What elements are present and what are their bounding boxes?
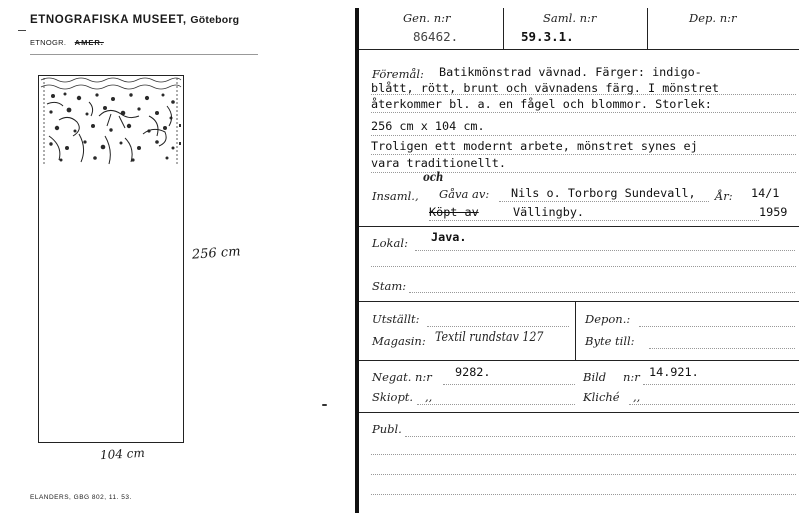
depon-label: Depon.: — [585, 312, 631, 326]
margin-tick — [18, 30, 26, 31]
negat-label: Negat. n:r — [372, 370, 432, 384]
dotted-rule — [643, 384, 795, 385]
lokal-label: Lokal: — [372, 236, 408, 250]
kliche-value: ,, — [633, 390, 641, 404]
och-handwritten: och — [423, 170, 444, 184]
dotted-rule — [371, 266, 796, 267]
kliche-label: Kliché — [583, 390, 620, 404]
utstallt-label: Utställt: — [372, 312, 420, 326]
dotted-rule — [415, 250, 795, 251]
textile-sketch — [38, 75, 184, 443]
negat-value: 9282. — [455, 365, 491, 379]
saml-number-value: 59.3.1. — [521, 29, 574, 44]
description-line: återkommer bl. a. en fågel och blommor. Storlek: — [371, 97, 712, 111]
stray-mark — [322, 404, 327, 406]
museum-info-panel — [0, 0, 352, 518]
dotted-rule — [371, 474, 796, 475]
donor-place: Vällingby. — [513, 205, 585, 219]
struck-word: Köpt av — [429, 205, 479, 219]
donor-name: Nils o. Torborg Sundevall, — [511, 186, 696, 200]
gava-label: Gåva av: — [439, 187, 490, 201]
dotted-rule — [371, 494, 796, 495]
dotted-rule — [649, 348, 795, 349]
section-rule — [359, 360, 799, 361]
dotted-rule — [371, 454, 796, 455]
museum-city: Göteborg — [190, 14, 240, 26]
section-rule — [359, 226, 799, 227]
dep-number-label: Dep. n:r — [689, 11, 737, 25]
description-line: Batikmönstrad vävnad. Färger: indigo- — [439, 65, 702, 79]
magasin-label: Magasin: — [372, 334, 426, 348]
dotted-rule — [443, 384, 575, 385]
dotted-rule — [409, 292, 795, 293]
dotted-rule — [371, 154, 796, 155]
dotted-rule — [417, 404, 575, 405]
dotted-rule — [405, 436, 795, 437]
ar-label: År: — [715, 189, 733, 203]
header-rule — [30, 54, 258, 55]
ar-value: 14/1 — [751, 186, 780, 200]
card-header — [359, 8, 799, 50]
department-struck: AMER. — [74, 38, 104, 47]
saml-number-label: Saml. n:r — [543, 11, 597, 25]
description-line: 256 cm x 104 cm. — [371, 119, 485, 133]
column-divider — [575, 302, 576, 360]
dotted-rule — [427, 326, 569, 327]
magasin-value: Textil rundstav 127 — [435, 330, 544, 345]
printer-imprint: ELANDERS, GBG 802, 11. 53. — [30, 494, 132, 501]
department-label: ETNOGR. — [30, 38, 67, 47]
lokal-value: Java. — [431, 230, 467, 244]
catalog-card — [355, 8, 795, 513]
textile-pattern-drawing — [39, 76, 182, 441]
description-line: Troligen ett modernt arbete, mönstret synes ej — [371, 139, 698, 153]
width-annotation: 104 cm — [99, 445, 146, 463]
section-rule — [359, 301, 799, 302]
bild-nr-label: n:r — [623, 370, 640, 384]
dotted-rule — [639, 326, 795, 327]
acquisition-year: 1959 — [759, 205, 788, 219]
byte-label: Byte till: — [585, 334, 635, 348]
dotted-rule — [429, 220, 759, 221]
gen-number-value: 86462. — [413, 29, 459, 44]
description-line: blått, rött, brunt och vävnadens färg. I mönstret — [371, 81, 720, 95]
insaml-label: Insaml., — [372, 189, 419, 203]
dotted-rule — [371, 94, 796, 95]
height-annotation: 256 cm — [191, 244, 242, 263]
dotted-rule — [499, 201, 709, 202]
dotted-rule — [371, 112, 796, 113]
bild-label: Bild — [583, 370, 607, 384]
museum-title — [30, 14, 239, 26]
description-line: vara traditionellt. — [371, 156, 506, 170]
bild-value: 14.921. — [649, 365, 699, 379]
department-line — [30, 38, 104, 47]
skiopt-label: Skiopt. — [372, 390, 414, 404]
skiopt-value: ,, — [425, 390, 433, 404]
dotted-rule — [371, 135, 796, 136]
section-rule — [359, 412, 799, 413]
dotted-rule — [629, 404, 795, 405]
header-divider — [647, 8, 648, 50]
stam-label: Stam: — [372, 279, 407, 293]
header-divider — [503, 8, 504, 50]
foremal-label: Föremål: — [372, 67, 424, 81]
museum-name: ETNOGRAFISKA MUSEET, — [30, 14, 187, 26]
gen-number-label: Gen. n:r — [403, 11, 451, 25]
publ-label: Publ. — [372, 422, 402, 436]
